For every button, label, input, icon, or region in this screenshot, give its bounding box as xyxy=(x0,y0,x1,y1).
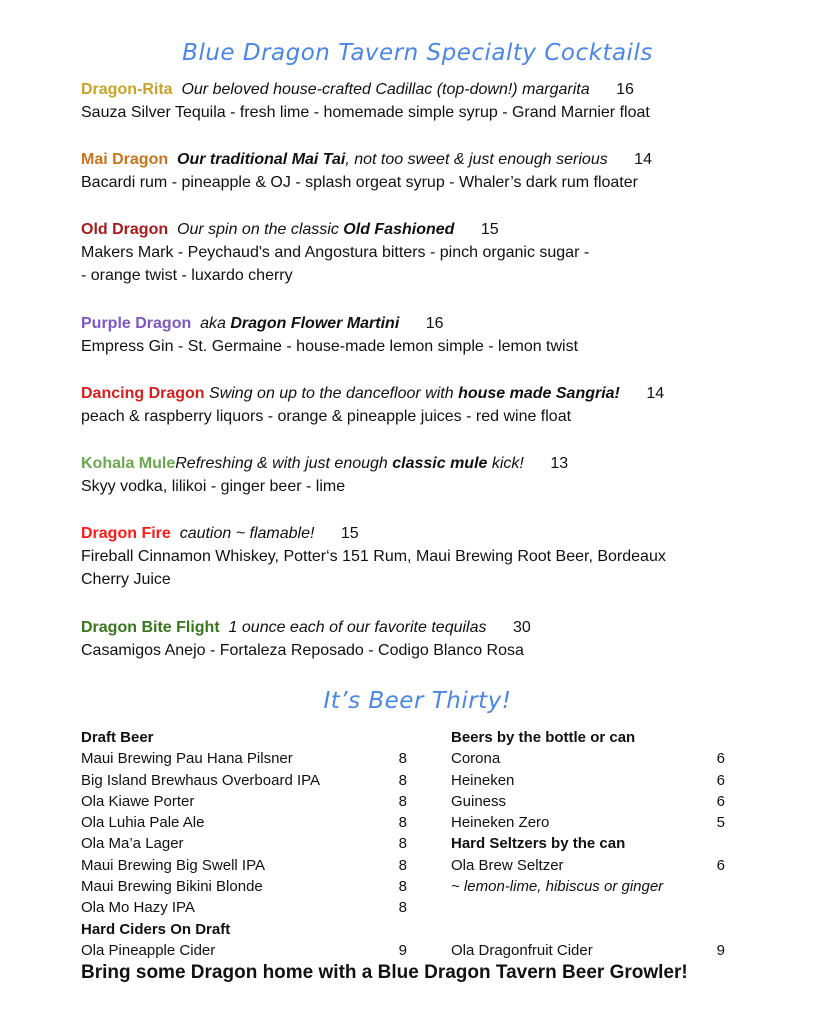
list-item xyxy=(81,897,407,918)
list-item xyxy=(81,812,407,833)
cocktail-description: Swing on up to the dancefloor with house made Sangria! xyxy=(209,385,620,402)
cocktail-name: Dragon Fire xyxy=(81,525,171,542)
item-price: 6 xyxy=(716,856,725,874)
item-name: Heineken xyxy=(451,771,515,789)
beer-column-right xyxy=(451,727,725,961)
list-item xyxy=(81,748,407,769)
beer-title: It’s Beer Thirty! xyxy=(323,688,512,714)
cocktails-title: Blue Dragon Tavern Specialty Cocktails xyxy=(182,40,653,66)
cocktail-ingredients: peach & raspberry liquors - orange & pineapple juices - red wine float xyxy=(81,408,572,425)
cocktail-name: Dragon-Rita xyxy=(81,81,173,98)
cocktail-description: Our traditional Mai Tai, not too sweet & just enough serious xyxy=(177,151,608,168)
cocktail-dragon-rita xyxy=(81,78,650,124)
growler-footer: Bring some Dragon home with a Blue Dragon Tavern Beer Growler! xyxy=(81,962,688,983)
cocktail-description: 1 ounce each of our favorite tequilas xyxy=(228,619,487,636)
cocktail-ingredients: Fireball Cinnamon Whiskey, Potter‘s 151 Rum, Maui Brewing Root Beer, Bordeaux xyxy=(81,548,666,565)
cocktail-old-dragon xyxy=(81,218,589,287)
list-item xyxy=(451,770,725,791)
cocktail-description: caution ~ flamable! xyxy=(179,525,315,542)
list-item xyxy=(451,940,725,961)
item-price: 9 xyxy=(716,941,725,959)
item-price: 6 xyxy=(716,771,725,789)
list-item xyxy=(451,855,725,876)
beer-column-left xyxy=(81,727,407,961)
cocktail-name: Purple Dragon xyxy=(81,315,192,332)
hard-seltzers-header: Hard Seltzers by the can xyxy=(451,835,626,853)
list-item xyxy=(81,833,407,854)
item-name: Corona xyxy=(451,750,501,768)
bottle-beer-header: Beers by the bottle or can xyxy=(451,729,636,746)
cocktail-ingredients: Makers Mark - Peychaud's and Angostura bitters - pinch organic sugar - xyxy=(81,244,590,261)
cocktail-name: Dancing Dragon xyxy=(81,385,205,402)
item-price: 6 xyxy=(716,792,725,810)
cocktail-purple-dragon xyxy=(81,312,578,358)
cocktail-price: 14 xyxy=(646,385,665,402)
cocktail-price: 30 xyxy=(512,619,531,636)
list-item xyxy=(451,791,725,812)
item-price: 8 xyxy=(398,835,407,853)
list-item xyxy=(81,791,407,812)
item-name: Maui Brewing Bikini Blonde xyxy=(81,878,263,896)
list-item xyxy=(81,876,407,897)
cocktail-price: 14 xyxy=(634,151,652,168)
list-item xyxy=(81,770,407,791)
cocktail-ingredients: Skyy vodka, lilikoi - ginger beer - lime xyxy=(81,478,346,495)
item-price: 6 xyxy=(716,750,725,768)
cocktail-kohala-mule xyxy=(81,452,568,498)
item-name: Big Island Brewhaus Overboard IPA xyxy=(81,771,321,789)
cocktail-ingredients-continued: - orange twist - luxardo cherry xyxy=(81,267,293,284)
hard-ciders-header: Hard Ciders On Draft xyxy=(81,920,231,938)
cocktail-price: 15 xyxy=(340,525,359,542)
item-price: 8 xyxy=(398,814,407,832)
cocktail-ingredients: Empress Gin - St. Germaine - house-made lemon simple - lemon twist xyxy=(81,338,579,355)
item-name: Maui Brewing Big Swell IPA xyxy=(81,856,265,874)
cocktail-description: Our beloved house-crafted Cadillac (top-down!) margarita xyxy=(181,81,590,98)
cocktail-dragon-bite-flight xyxy=(81,616,531,662)
list-item xyxy=(451,812,725,833)
cocktail-dragon-fire xyxy=(81,522,666,591)
list-item xyxy=(81,940,407,961)
item-name: Ola Ma’a Lager xyxy=(81,835,184,853)
item-name: Heineken Zero xyxy=(451,814,550,832)
item-price: 8 xyxy=(398,878,407,896)
cocktail-name: Kohala Mule xyxy=(81,455,176,472)
item-name: Ola Luhia Pale Ale xyxy=(81,814,205,832)
item-name: Maui Brewing Pau Hana Pilsner xyxy=(81,750,293,768)
cocktail-dancing-dragon xyxy=(81,382,664,428)
item-name: Ola Dragonfruit Cider xyxy=(451,941,593,959)
cocktail-name: Dragon Bite Flight xyxy=(81,619,220,636)
item-price: 5 xyxy=(716,814,725,832)
cocktail-description: Refreshing & with just enough classic mule kick! xyxy=(175,455,524,472)
cocktail-name: Old Dragon xyxy=(81,221,169,238)
item-price: 9 xyxy=(398,941,407,959)
item-price: 8 xyxy=(398,899,407,917)
cocktail-ingredients: Bacardi rum - pineapple & OJ - splash orgeat syrup - Whaler’s dark rum floater xyxy=(81,174,638,191)
cocktail-price: 15 xyxy=(480,221,499,238)
item-name: Ola Kiawe Porter xyxy=(81,792,195,810)
cocktail-description: Our spin on the classic Old Fashioned xyxy=(177,221,455,238)
cocktail-mai-dragon xyxy=(81,148,652,194)
item-price: 8 xyxy=(398,856,407,874)
list-item xyxy=(81,855,407,876)
item-price: 8 xyxy=(398,792,407,810)
draft-beer-header: Draft Beer xyxy=(81,729,154,746)
item-name: Ola Brew Seltzer xyxy=(451,856,564,874)
seltzer-flavors-note: ~ lemon-lime, hibiscus or ginger xyxy=(451,878,664,896)
list-item xyxy=(451,748,725,769)
item-name: Ola Mo Hazy IPA xyxy=(81,899,195,917)
cocktail-ingredients: Casamigos Anejo - Fortaleza Reposado - Codigo Blanco Rosa xyxy=(81,642,524,659)
cocktail-price: 13 xyxy=(550,455,569,472)
cocktail-ingredients-continued: Cherry Juice xyxy=(81,571,171,588)
item-price: 8 xyxy=(398,771,407,789)
cocktail-description: aka Dragon Flower Martini xyxy=(200,315,400,332)
cocktail-price: 16 xyxy=(425,315,444,332)
item-name: Guiness xyxy=(451,792,507,810)
cocktail-price: 16 xyxy=(616,81,634,98)
cocktail-ingredients: Sauza Silver Tequila - fresh lime - homemade simple syrup - Grand Marnier float xyxy=(81,104,650,121)
item-name: Ola Pineapple Cider xyxy=(81,941,216,959)
cocktail-name: Mai Dragon xyxy=(81,151,169,168)
item-price: 8 xyxy=(398,750,407,768)
